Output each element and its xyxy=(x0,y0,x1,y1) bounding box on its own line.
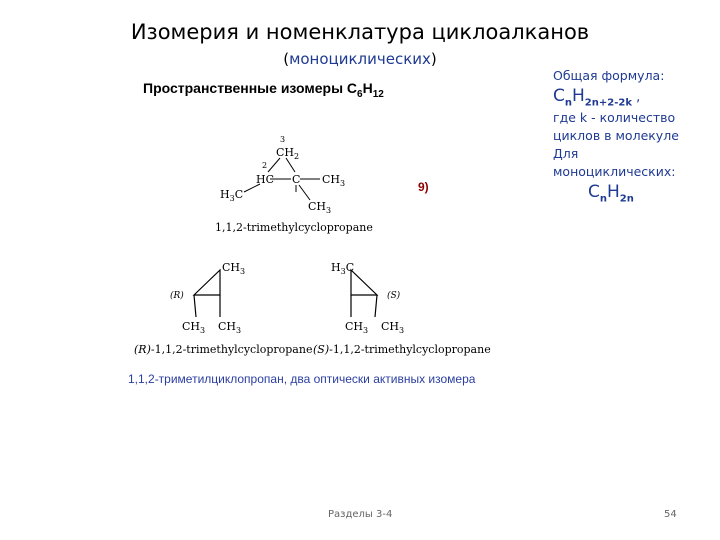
s-isomer-name: (S)-1,1,2-trimethylcyclopropane xyxy=(313,343,491,356)
formula2-sub: 2n xyxy=(619,193,634,205)
isomer-note: 1,1,2-триметилциклопропан, два оптически активных изомера xyxy=(128,372,476,386)
atom-number-2: 2 xyxy=(262,161,268,170)
subtitle-word: моноциклических xyxy=(289,50,431,68)
structure-s-isomer xyxy=(325,255,435,340)
ch3-bottom-label: $CH_3$ xyxy=(308,200,332,215)
r-prefix: (R) xyxy=(134,343,151,356)
general-formula-label: Общая формула: xyxy=(553,68,665,83)
page-number: 54 xyxy=(664,509,677,520)
formula2-c: C xyxy=(588,182,600,202)
subtitle-close: ) xyxy=(430,50,437,68)
s-triangle xyxy=(351,270,377,317)
cycles-line: циклов в молекуле xyxy=(553,128,679,143)
heading-sub-12: 12 xyxy=(372,88,384,100)
r-triangle xyxy=(194,270,220,317)
atom-number-3: 3 xyxy=(280,135,286,144)
r-label: (R) xyxy=(170,291,184,301)
structure-r-isomer xyxy=(160,255,270,340)
r-ch3-top: $CH_3$ xyxy=(222,261,246,276)
s-h3c-top: $H_3C$ xyxy=(331,261,355,276)
s-ch3-bl: $CH_3$ xyxy=(345,320,369,335)
formula-sub: 2n+2-2k xyxy=(584,97,632,109)
section-heading xyxy=(143,80,384,100)
footer-section: Разделы 3-4 xyxy=(328,509,393,520)
r-ch3-br: $CH_3$ xyxy=(218,320,242,335)
structure-main xyxy=(200,130,380,235)
heading-h: H xyxy=(362,80,373,96)
ch2-label: $CH_2$ xyxy=(276,146,300,161)
formula-n: n xyxy=(564,97,572,109)
c-label: C xyxy=(292,173,301,186)
formula2-h: H xyxy=(607,182,620,202)
r-isomer-name: (R)-1,1,2-trimethylcyclopropane xyxy=(134,343,313,356)
s-label: (S) xyxy=(387,291,401,301)
ch3-right-label: $CH_3$ xyxy=(322,173,346,188)
monocyclic-line: моноциклических: xyxy=(553,164,676,179)
main-structure-name: 1,1,2-trimethylcyclopropane xyxy=(215,221,373,234)
slide-subtitle xyxy=(0,50,720,68)
heading-text: Пространственные изомеры C xyxy=(143,80,358,96)
r-ch3-bl: $CH_3$ xyxy=(182,320,206,335)
s-prefix: (S) xyxy=(313,343,330,356)
heading-sub-6: 6 xyxy=(357,88,363,100)
slide-title: Изомерия и номенклатура циклоалканов xyxy=(130,20,590,44)
item-marker: 9) xyxy=(418,180,429,194)
formula-c: C xyxy=(553,86,565,106)
for-line: Для xyxy=(553,146,579,161)
monocyclic-formula xyxy=(588,182,634,204)
formula-h: H xyxy=(572,86,585,106)
general-formula xyxy=(553,86,640,108)
h3c-label: $H_3C$ xyxy=(220,188,244,203)
formula2-n: n xyxy=(599,193,607,205)
where-k-line: где k - количество xyxy=(553,110,676,125)
subtitle-open: ( xyxy=(283,50,290,68)
s-ch3-br: $CH_3$ xyxy=(381,320,405,335)
formula-tail: , xyxy=(631,90,641,105)
hc-label: HC xyxy=(256,173,275,186)
